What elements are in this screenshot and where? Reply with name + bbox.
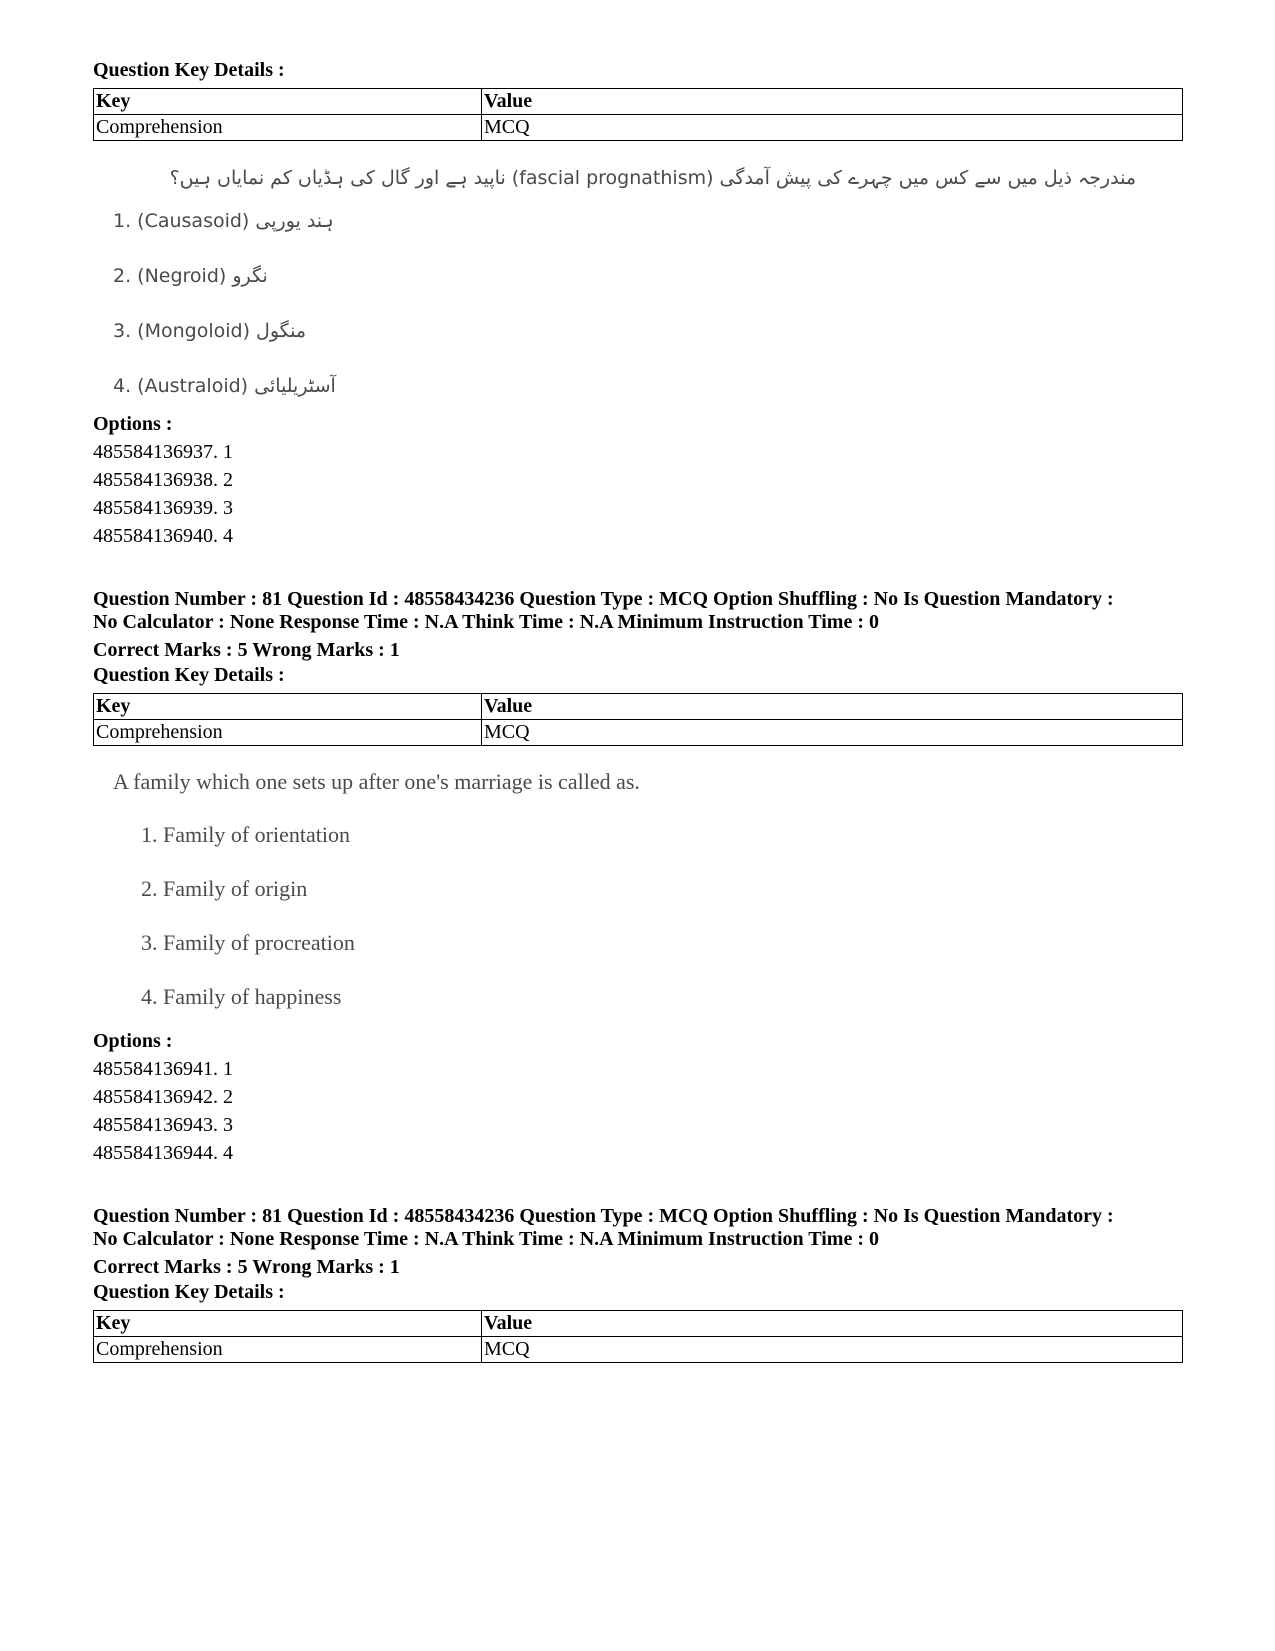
key-details-table bbox=[93, 88, 1183, 141]
option-row: 485584136942. 2 bbox=[93, 1086, 233, 1108]
table-row bbox=[94, 115, 1183, 141]
marks-line: Correct Marks : 5 Wrong Marks : 1 bbox=[93, 1256, 400, 1278]
question-block-1 bbox=[93, 58, 1183, 550]
option-row: 485584136943. 3 bbox=[93, 1114, 233, 1136]
table-cell-key: Comprehension bbox=[94, 115, 482, 141]
table-row bbox=[94, 1337, 1183, 1363]
key-details-label: Question Key Details : bbox=[93, 59, 285, 81]
choice-item: 1. Family of orientation bbox=[141, 822, 350, 847]
options-label: Options : bbox=[93, 413, 173, 435]
choice-item: 3. (Mongoloid) منگول bbox=[113, 320, 307, 342]
option-row: 485584136939. 3 bbox=[93, 497, 233, 519]
table-header-key: Key bbox=[94, 1311, 482, 1337]
marks-line: Correct Marks : 5 Wrong Marks : 1 bbox=[93, 639, 400, 661]
key-details-table bbox=[93, 1310, 1183, 1363]
choice-item: 4. (Australoid) آسٹریلیائی bbox=[113, 375, 336, 397]
document-page bbox=[93, 58, 1183, 1363]
choice-item: 3. Family of procreation bbox=[141, 930, 355, 955]
question-header-line-1: Question Number : 81 Question Id : 48558434236 Question Type : MCQ Option Shuffling : No Is Question Mandatory : bbox=[93, 1205, 1114, 1227]
question-image-urdu bbox=[93, 163, 1183, 421]
question-choices bbox=[93, 201, 1183, 421]
table-row bbox=[94, 720, 1183, 746]
question-header-line-2: No Calculator : None Response Time : N.A Think Time : N.A Minimum Instruction Time : 0 bbox=[93, 1228, 879, 1250]
choice-item: 1. (Causasoid) ہند یورپی bbox=[113, 210, 334, 232]
question-block-3 bbox=[93, 1205, 1183, 1363]
option-row: 485584136938. 2 bbox=[93, 469, 233, 491]
choice-item: 2. (Negroid) نگرو bbox=[113, 265, 268, 287]
choice-item: 4. Family of happiness bbox=[141, 984, 342, 1009]
table-header-row bbox=[94, 1311, 1183, 1337]
table-header-row bbox=[94, 89, 1183, 115]
choice-item: 2. Family of origin bbox=[141, 876, 308, 901]
key-details-label: Question Key Details : bbox=[93, 664, 285, 686]
table-cell-key: Comprehension bbox=[94, 1337, 482, 1363]
question-block-2 bbox=[93, 588, 1183, 1167]
table-header-key: Key bbox=[94, 89, 482, 115]
table-header-value: Value bbox=[482, 1311, 1183, 1337]
options-label: Options : bbox=[93, 1030, 173, 1052]
table-header-value: Value bbox=[482, 694, 1183, 720]
option-row: 485584136944. 4 bbox=[93, 1142, 233, 1164]
question-text: A family which one sets up after one's marriage is called as. bbox=[113, 769, 640, 794]
question-image-english bbox=[93, 768, 1183, 1036]
key-details-table bbox=[93, 693, 1183, 746]
table-cell-value: MCQ bbox=[482, 720, 1183, 746]
table-header-key: Key bbox=[94, 694, 482, 720]
table-cell-key: Comprehension bbox=[94, 720, 482, 746]
option-row: 485584136937. 1 bbox=[93, 441, 233, 463]
question-choices bbox=[93, 820, 1183, 1036]
table-header-value: Value bbox=[482, 89, 1183, 115]
option-row: 485584136940. 4 bbox=[93, 525, 233, 547]
table-cell-value: MCQ bbox=[482, 115, 1183, 141]
table-cell-value: MCQ bbox=[482, 1337, 1183, 1363]
table-header-row bbox=[94, 694, 1183, 720]
option-row: 485584136941. 1 bbox=[93, 1058, 233, 1080]
question-header-line-2: No Calculator : None Response Time : N.A Think Time : N.A Minimum Instruction Time : 0 bbox=[93, 611, 879, 633]
question-header-line-1: Question Number : 81 Question Id : 48558434236 Question Type : MCQ Option Shuffling : No Is Question Mandatory : bbox=[93, 588, 1114, 610]
key-details-label: Question Key Details : bbox=[93, 1281, 285, 1303]
question-text: مندرجہ ذیل میں سے کس میں چہرے کی پیش آمدگی (fascial prognathism) ناپید ہے اور گال کی ہڈیاں کم نمایاں ہیں؟ bbox=[169, 167, 1136, 189]
